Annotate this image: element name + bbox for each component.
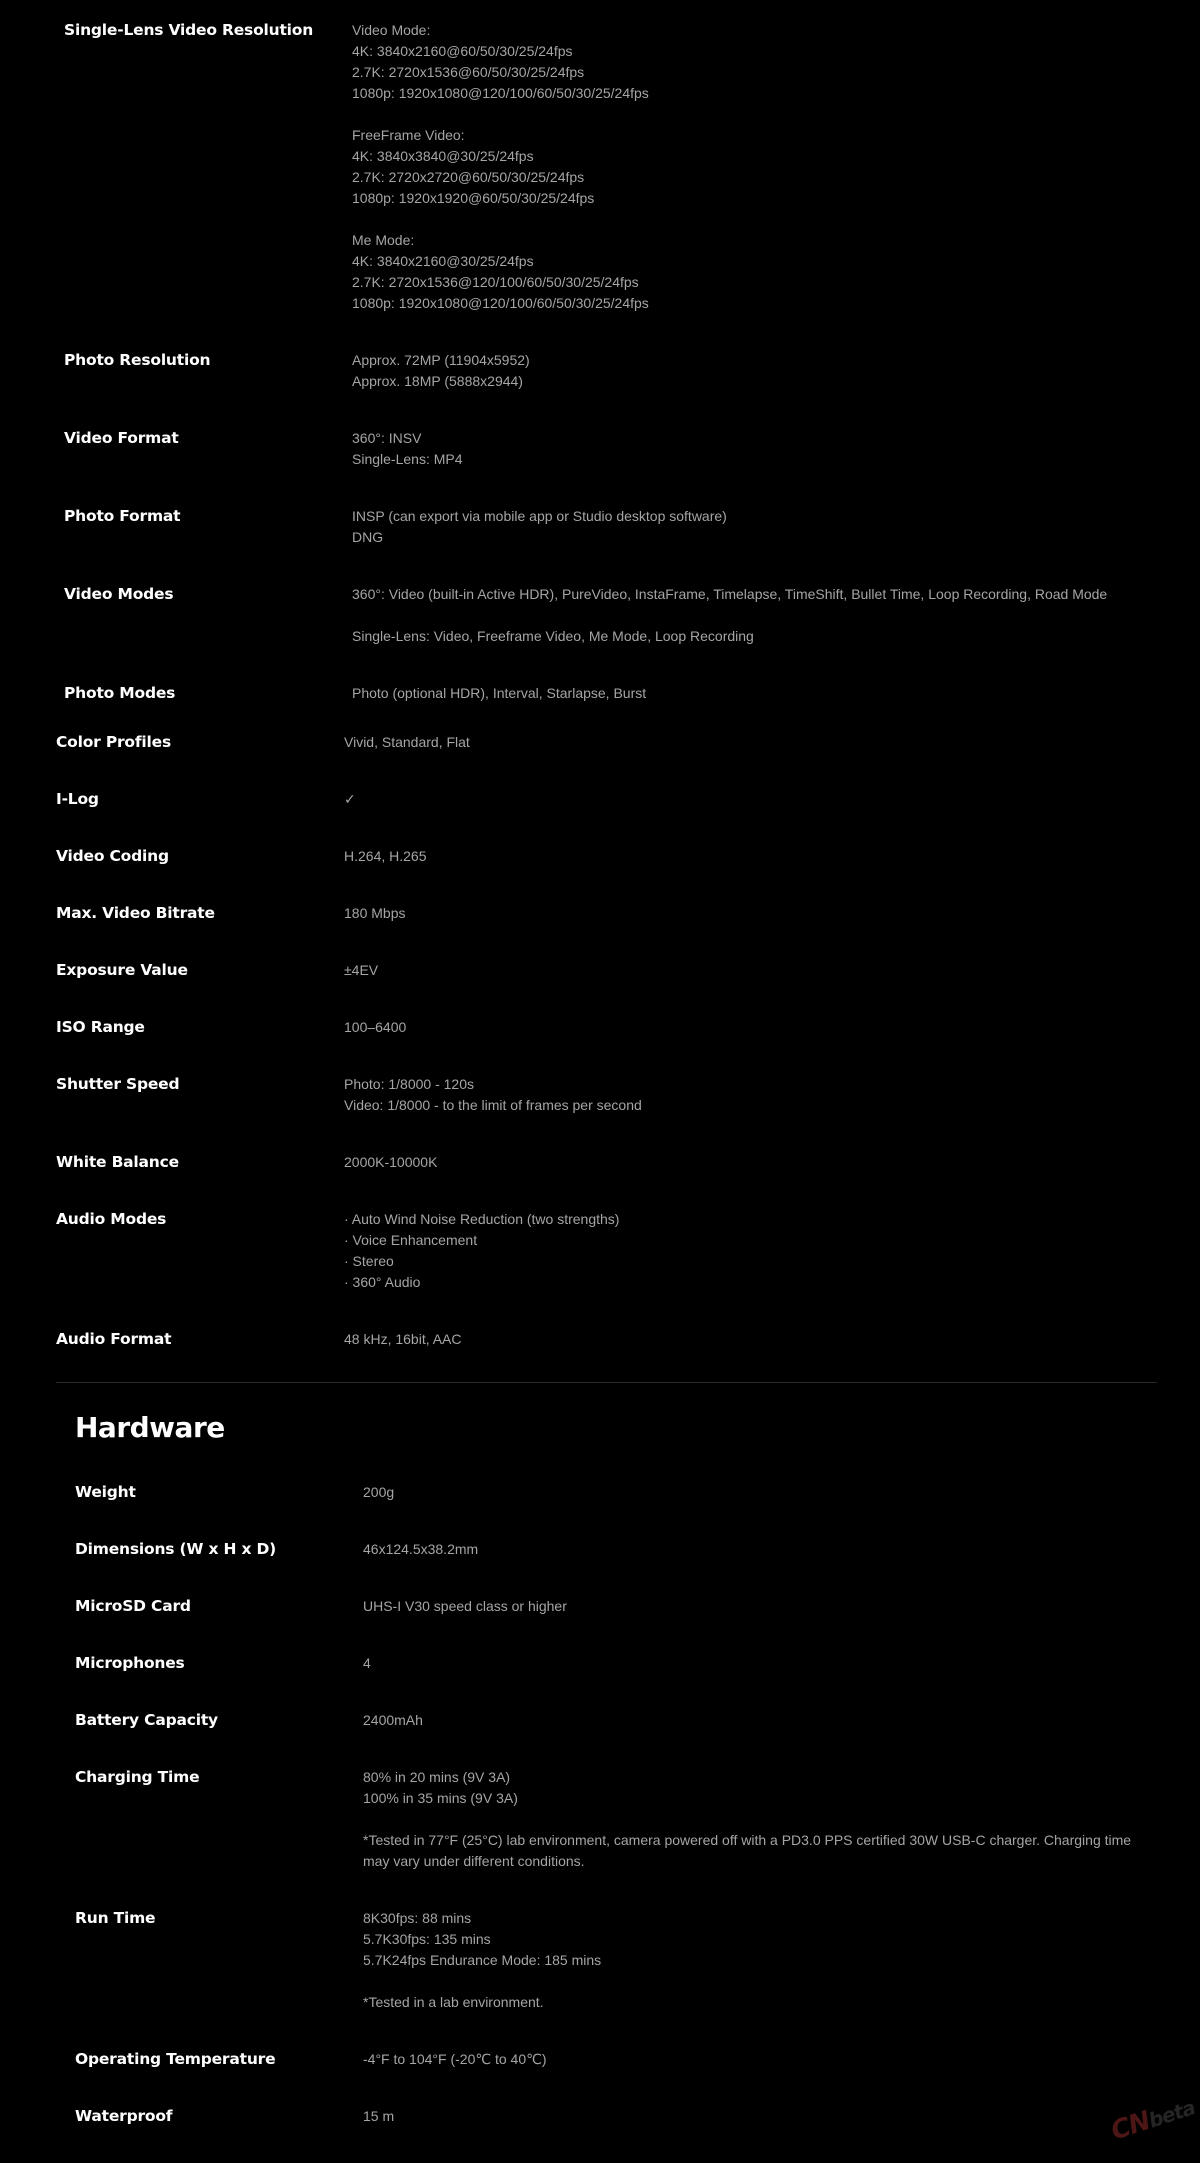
- spec-row: [0, 1074, 1200, 1116]
- spec-value-line: ±4EV: [344, 962, 379, 978]
- spec-row: [0, 2049, 1200, 2070]
- spec-value-line: 2.7K: 2720x1536@60/50/30/25/24fps: [352, 64, 585, 80]
- spec-label: Charging Time: [75, 1768, 200, 1786]
- spec-value: [363, 1482, 1153, 1503]
- spec-value-line: Video: 1/8000 - to the limit of frames per second: [344, 1097, 642, 1113]
- spec-value-line: 4K: 3840x2160@30/25/24fps: [352, 253, 534, 269]
- spec-value: [344, 789, 356, 810]
- spec-value-line: DNG: [352, 529, 384, 545]
- spec-value: [352, 350, 530, 392]
- spec-value-line: 1080p: 1920x1920@60/50/30/25/24fps: [352, 190, 595, 206]
- spec-value-line: · Auto Wind Noise Reduction (two strengths): [344, 1211, 620, 1227]
- spec-value: [363, 2106, 1153, 2127]
- spec-label: Weight: [75, 1483, 136, 1501]
- spec-label: Max. Video Bitrate: [56, 904, 215, 922]
- spec-row: [0, 960, 1200, 981]
- spec-value-line: 2.7K: 2720x1536@120/100/60/50/30/25/24fps: [352, 274, 639, 290]
- spec-value-spacer: [363, 1971, 1153, 1992]
- spec-value-line: 2000K-10000K: [344, 1154, 438, 1170]
- spec-value-spacer: [352, 605, 1107, 626]
- spec-value-line: H.264, H.265: [344, 848, 427, 864]
- spec-value-line: 2400mAh: [363, 1712, 423, 1728]
- spec-value-line: 80% in 20 mins (9V 3A): [363, 1769, 511, 1785]
- spec-value-line: · Stereo: [344, 1253, 394, 1269]
- spec-label: Video Format: [64, 429, 179, 447]
- spec-label: Single-Lens Video Resolution: [64, 21, 314, 39]
- spec-value-line: 5.7K30fps: 135 mins: [363, 1931, 491, 1947]
- spec-value: [344, 1329, 462, 1350]
- spec-value: [344, 732, 470, 753]
- spec-label: Color Profiles: [56, 733, 171, 751]
- spec-row: [0, 1017, 1200, 1038]
- spec-value: [363, 1710, 1153, 1731]
- spec-row: [0, 683, 1200, 704]
- spec-value-line: 100–6400: [344, 1019, 407, 1035]
- spec-value-line: 100% in 35 mins (9V 3A): [363, 1790, 518, 1806]
- spec-label: Photo Resolution: [64, 351, 211, 369]
- spec-value: [352, 506, 727, 548]
- spec-value: [344, 960, 378, 981]
- spec-row: [0, 846, 1200, 867]
- spec-value: [344, 1017, 406, 1038]
- spec-value: [363, 1596, 1153, 1617]
- spec-value-line: Video Mode:: [352, 22, 431, 38]
- spec-value-line: 4: [363, 1655, 371, 1671]
- spec-label: MicroSD Card: [75, 1597, 191, 1615]
- spec-row: [0, 1482, 1200, 1503]
- spec-value-line: Me Mode:: [352, 232, 415, 248]
- spec-value-line: 15 m: [363, 2108, 395, 2124]
- spec-row: [0, 350, 1200, 392]
- spec-row: [0, 1152, 1200, 1173]
- spec-value-spacer: [363, 1809, 1153, 1830]
- spec-value-line: INSP (can export via mobile app or Studio desktop software): [352, 508, 727, 524]
- spec-label: Dimensions (W x H x D): [75, 1540, 277, 1558]
- spec-row: [0, 1710, 1200, 1731]
- spec-row: [0, 1908, 1200, 2013]
- spec-value-line: 180 Mbps: [344, 905, 406, 921]
- spec-label: White Balance: [56, 1153, 179, 1171]
- spec-value-line: -4°F to 104°F (-20℃ to 40℃): [363, 2051, 547, 2067]
- spec-label: Audio Format: [56, 1330, 172, 1348]
- spec-value-line: · 360° Audio: [344, 1274, 421, 1290]
- watermark-prefix: CN: [1107, 2105, 1154, 2147]
- spec-row: [0, 903, 1200, 924]
- spec-value-line: ✓: [344, 791, 356, 807]
- spec-row: [0, 1596, 1200, 1617]
- spec-value-line: · Voice Enhancement: [344, 1232, 478, 1248]
- spec-value-line: 1080p: 1920x1080@120/100/60/50/30/25/24fps: [352, 85, 649, 101]
- watermark-rest: beta: [1145, 2095, 1198, 2133]
- spec-value: [344, 1209, 619, 1293]
- spec-value-line: Photo (optional HDR), Interval, Starlapse, Burst: [352, 685, 647, 701]
- spec-label: I-Log: [56, 790, 99, 808]
- spec-value-line: 200g: [363, 1484, 395, 1500]
- spec-value-line: 46x124.5x38.2mm: [363, 1541, 479, 1557]
- spec-value-line: 5.7K24fps Endurance Mode: 185 mins: [363, 1952, 602, 1968]
- spec-value: [363, 1767, 1153, 1872]
- hardware-section-title: Hardware: [75, 1411, 225, 1444]
- spec-label: Photo Format: [64, 507, 181, 525]
- spec-value-line: *Tested in 77°F (25°C) lab environment, camera powered off with a PD3.0 PPS certified 30W USB-C charger. Charging time may vary under different conditions.: [363, 1832, 1132, 1869]
- spec-value-line: Photo: 1/8000 - 120s: [344, 1076, 474, 1092]
- spec-row: [0, 20, 1200, 314]
- spec-value-line: UHS-I V30 speed class or higher: [363, 1598, 567, 1614]
- spec-value: [363, 1539, 1153, 1560]
- spec-value: [352, 683, 646, 704]
- spec-label: Shutter Speed: [56, 1075, 180, 1093]
- spec-value-line: Approx. 18MP (5888x2944): [352, 373, 523, 389]
- spec-value-line: Single-Lens: Video, Freeframe Video, Me Mode, Loop Recording: [352, 628, 754, 644]
- section-divider: [56, 1382, 1157, 1383]
- spec-row: [0, 732, 1200, 753]
- spec-row: [0, 2106, 1200, 2127]
- spec-value: [352, 584, 1107, 647]
- spec-value-line: *Tested in a lab environment.: [363, 1994, 544, 2010]
- spec-value: [363, 1653, 1153, 1674]
- spec-value-line: 48 kHz, 16bit, AAC: [344, 1331, 462, 1347]
- spec-value-line: 8K30fps: 88 mins: [363, 1910, 472, 1926]
- spec-row: [0, 789, 1200, 810]
- spec-value: [344, 903, 405, 924]
- spec-value-line: Single-Lens: MP4: [352, 451, 463, 467]
- spec-value: [344, 1152, 437, 1173]
- spec-value: [363, 2049, 1153, 2070]
- spec-value-line: 360°: Video (built-in Active HDR), PureVideo, InstaFrame, Timelapse, TimeShift, Bullet Time, Loop Recording, Road Mode: [352, 586, 1108, 602]
- spec-value-line: 4K: 3840x3840@30/25/24fps: [352, 148, 534, 164]
- spec-label: Audio Modes: [56, 1210, 167, 1228]
- spec-row: [0, 1209, 1200, 1293]
- spec-row: [0, 1539, 1200, 1560]
- spec-label: Operating Temperature: [75, 2050, 276, 2068]
- spec-list-top: [0, 20, 1200, 740]
- spec-value-line: 4K: 3840x2160@60/50/30/25/24fps: [352, 43, 573, 59]
- spec-label: Photo Modes: [64, 684, 176, 702]
- spec-row: [0, 584, 1200, 647]
- spec-value-line: 2.7K: 2720x2720@60/50/30/25/24fps: [352, 169, 585, 185]
- spec-value-spacer: [352, 209, 649, 230]
- spec-value: [344, 846, 427, 867]
- spec-row: [0, 1653, 1200, 1674]
- spec-label: Run Time: [75, 1909, 156, 1927]
- spec-list-middle: [0, 732, 1200, 1386]
- spec-label: Exposure Value: [56, 961, 188, 979]
- spec-row: [0, 1329, 1200, 1350]
- spec-label: Battery Capacity: [75, 1711, 218, 1729]
- spec-value: [344, 1074, 642, 1116]
- spec-value-line: 360°: INSV: [352, 430, 422, 446]
- spec-value-line: FreeFrame Video:: [352, 127, 465, 143]
- spec-value-spacer: [352, 104, 649, 125]
- spec-value: [363, 1908, 1153, 2013]
- spec-row: [0, 1767, 1200, 1872]
- spec-value: [352, 20, 649, 314]
- spec-value-line: Vivid, Standard, Flat: [344, 734, 470, 750]
- spec-value-line: 1080p: 1920x1080@120/100/60/50/30/25/24fps: [352, 295, 649, 311]
- spec-list-hardware: [0, 1482, 1200, 2163]
- spec-label: Video Coding: [56, 847, 169, 865]
- spec-label: ISO Range: [56, 1018, 145, 1036]
- spec-label: Waterproof: [75, 2107, 173, 2125]
- spec-label: Microphones: [75, 1654, 185, 1672]
- spec-row: [0, 506, 1200, 548]
- spec-row: [0, 428, 1200, 470]
- spec-value-line: Approx. 72MP (11904x5952): [352, 352, 530, 368]
- spec-label: Video Modes: [64, 585, 174, 603]
- spec-value: [352, 428, 463, 470]
